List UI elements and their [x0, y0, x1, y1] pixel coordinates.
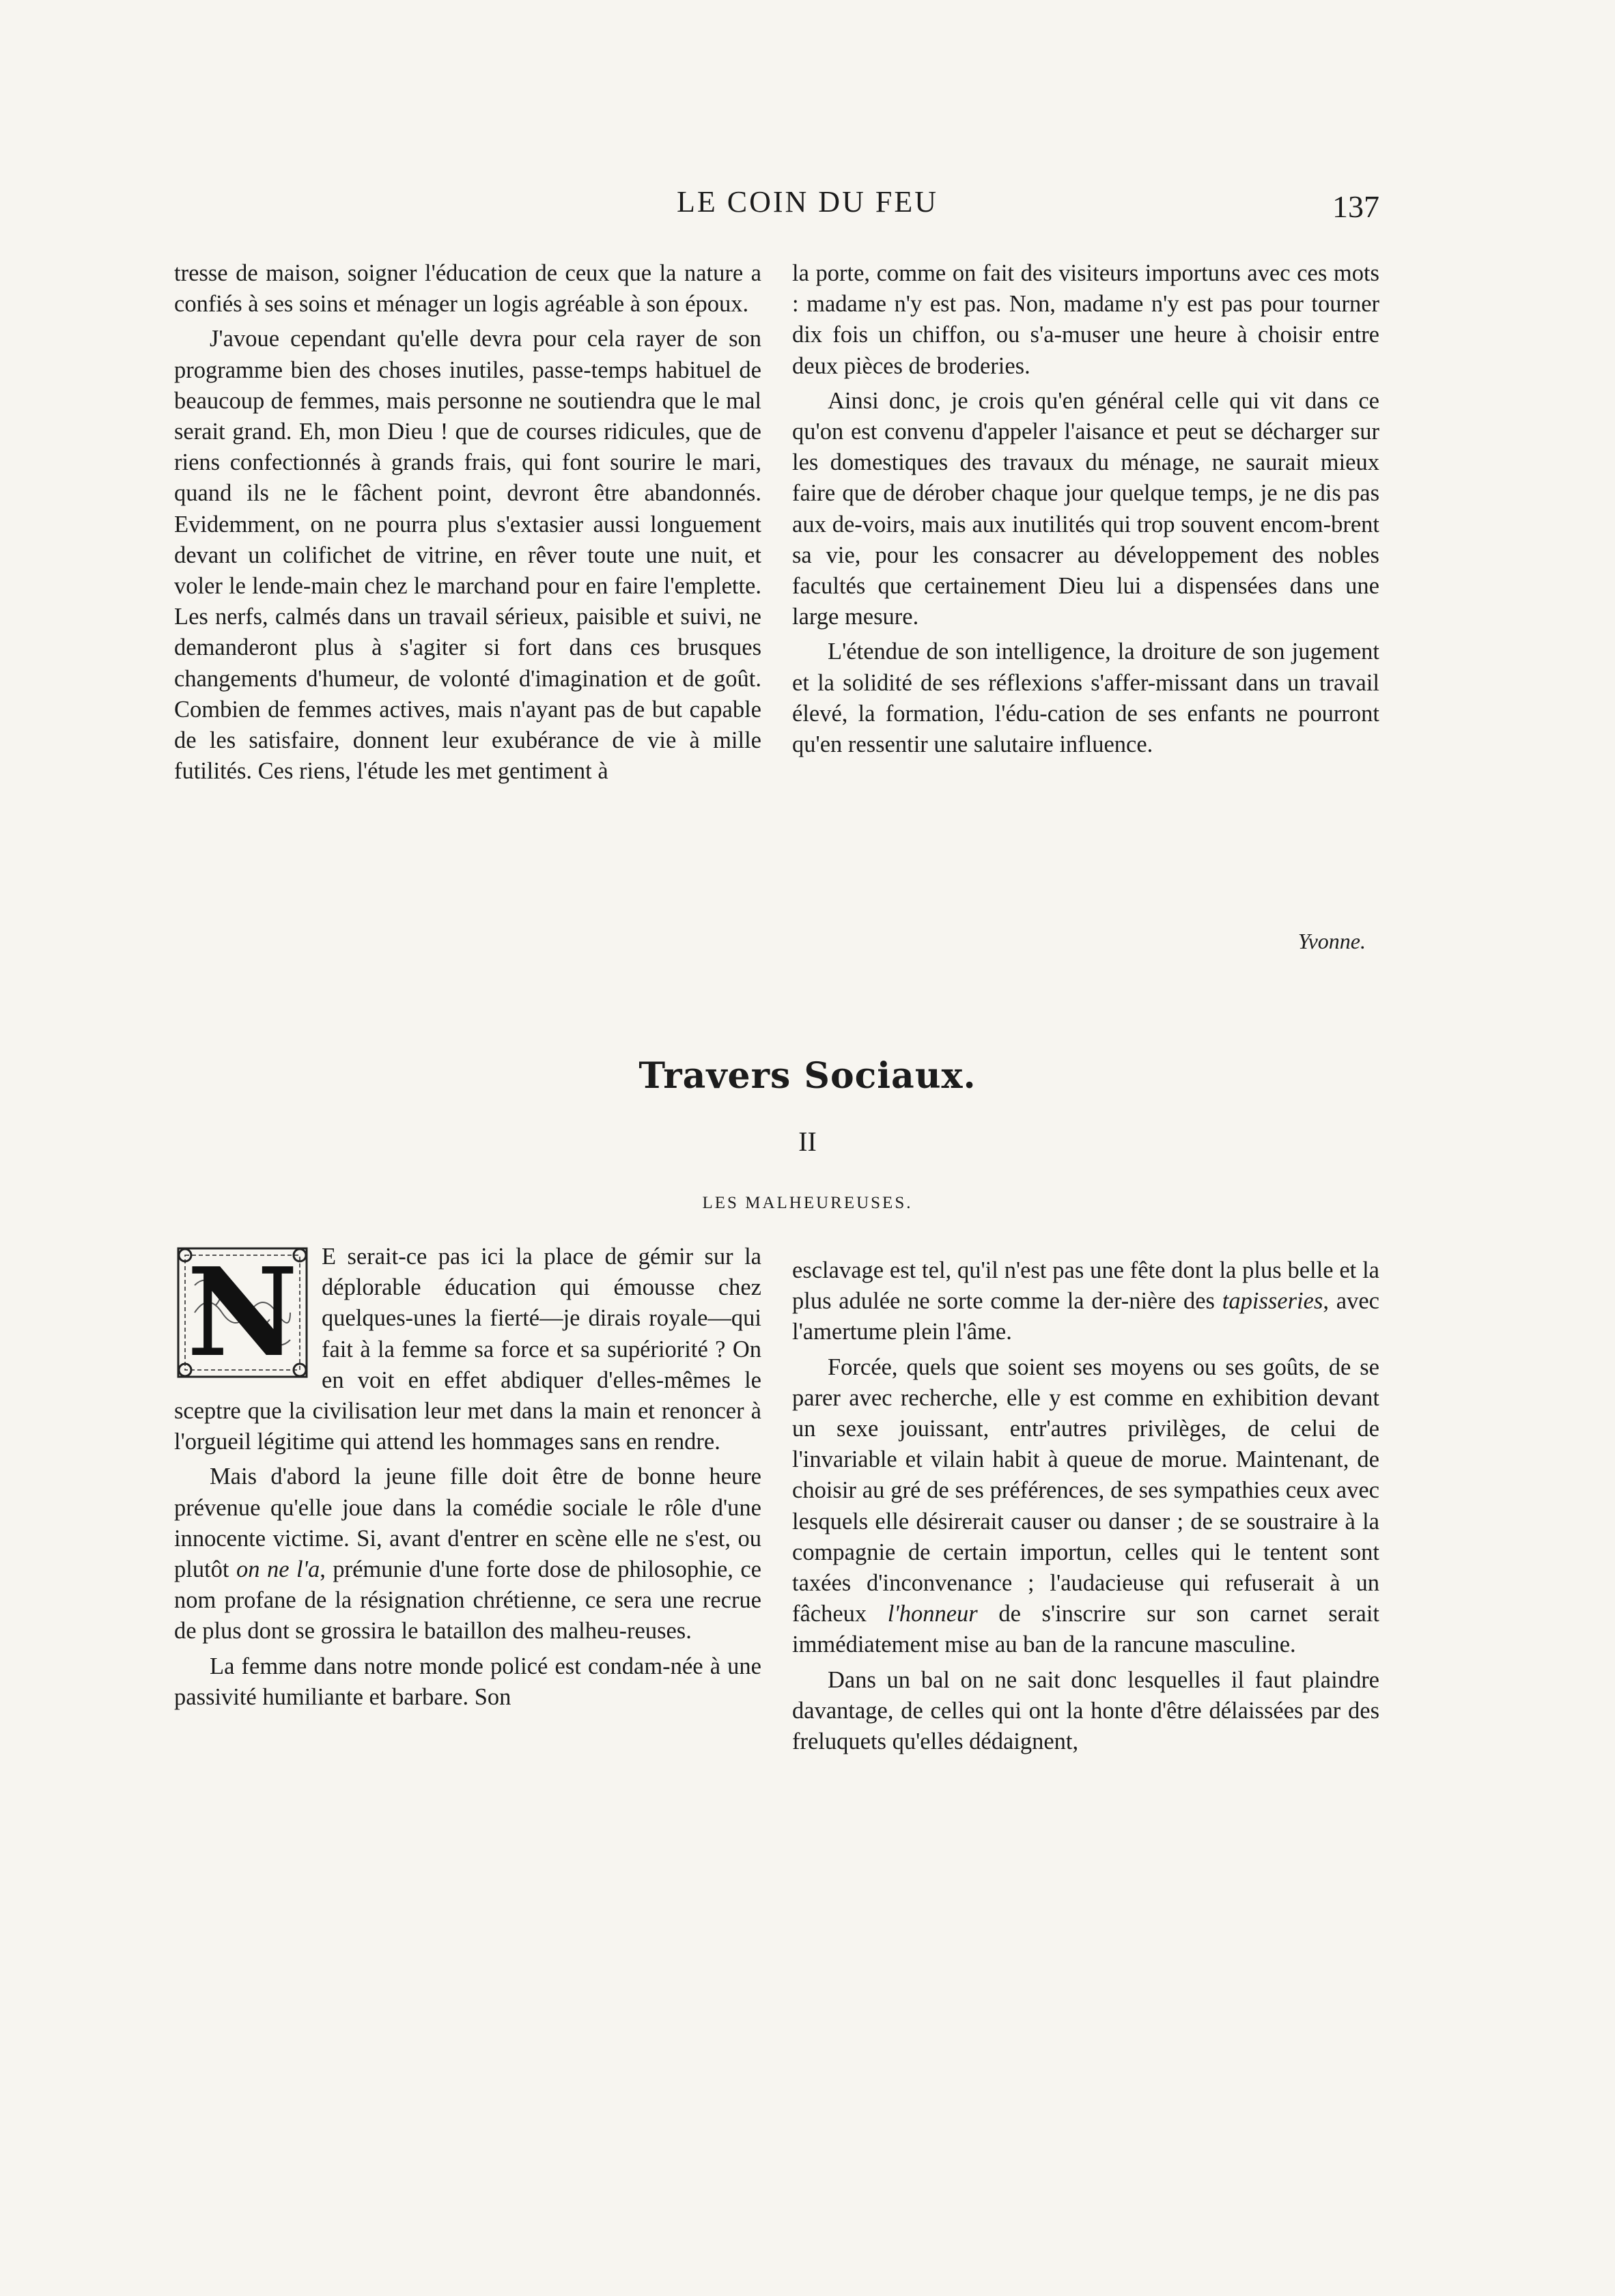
- emphasis-text: on ne l'a: [236, 1556, 320, 1583]
- paragraph-text: E serait-ce pas ici la place de gémir sur la déplorable éducation qui émousse chez quelques-unes la fierté—je dirais royale—qui fait à la femme sa force et sa supériorité ? On en voit en effet abdiquer d'elles-mêmes le sceptre que la civilisation leur met dans la main et renoncer à l'orgueil légitime qui attend les hommages sans en rendre.: [174, 1244, 761, 1455]
- paragraph-text: esclavage est tel, qu'il n'est pas une fête dont la plus belle et la plus adulée ne sorte comme la der-nière des: [792, 1257, 1379, 1315]
- paragraph-text: Forcée, quels que soient ses moyens ou ses goûts, de se parer avec recherche, elle y est comme en exhibition devant un sexe jouissant, entr'autres privilèges, de celui de l'invariable et vilain habit à queue de morue. Maintenant, de choisir au gré de ses préférences, de ses sympathies ceux avec lesquels elle désirerait causer ou danser ; de se soustraire à la compagnie de certain importun, celles qui le tentent sont taxées d'inconvenance ; l'audacieuse qui refuserait à un fâcheux: [792, 1354, 1379, 1627]
- paragraph: [792, 1352, 1379, 1661]
- signature: Yvonne.: [1297, 929, 1366, 953]
- paragraph: Dans un bal on ne sait donc lesquelles il faut plaindre davantage, de celles qui ont la honte d'être délaissées par des freluquets qu'elles dédaignent,: [792, 1666, 1379, 1755]
- paragraph: [174, 1242, 761, 1457]
- dropcap-letter: N: [186, 1241, 298, 1384]
- running-title: LE COIN DU FEU: [677, 185, 938, 219]
- paragraph-text: Mais d'abord la jeune fille doit être de bonne heure prévenue qu'elle joue dans la comédie sociale le rôle d'une innocente victime. Si, avant d'entrer en scène elle ne s'est, ou plutôt: [174, 1464, 761, 1583]
- paragraph: J'avoue cependant qu'elle devra pour cela rayer de son programme bien des choses inutiles, passe-temps habituel de beaucoup de femmes, mais personne ne soutiendra que le mal serait grand. Eh, mon Dieu ! que de courses ridicules, que de riens confectionnés à grands frais, qui font sourire le mari, quand ils ne le fâchent point, devront être abandonnés. Evidemment, on ne pourra plus s'extasier aussi longuement devant un colifichet de vitrine, en rêver toute une nuit, et voler le lende-main chez le marchand pour en faire l'emplette. Les nerfs, calmés dans un travail sérieux, paisible et suivi, ne demanderont plus à s'agiter si fort dans ces brusques changements d'humeur, de volonté d'imagination et de goût. Combien de femmes actives, mais n'ayant pas de but capable de les satisfaire, donnent leur exubérance de vie à mille futilités. Ces riens, l'étude les met gentiment à: [174, 326, 761, 785]
- section-title: Travers Sociaux.: [638, 1055, 977, 1097]
- paragraph: la porte, comme on fait des visiteurs importuns avec ces mots : madame n'y est pas. Non, madame n'y est pas pour tourner dix fois un chiffon, ou s'a-muser une heure à choisir entre deux pièces de broderies.: [792, 260, 1379, 379]
- paragraph: La femme dans notre monde policé est condam-née à une passivité humiliante et barbare. Son: [174, 1653, 761, 1710]
- paragraph-text: , avec l'amertume plein l'âme.: [792, 1288, 1379, 1345]
- paragraph: Ainsi donc, je crois qu'en général celle qui vit dans ce qu'on est convenu d'appeler l'aisance et peut se décharger sur les domestiques des travaux du ménage, ne saurait mieux faire que de dérober chaque jour quelque temps, je ne dis pas aux de-voirs, mais aux inutilités qui trop souvent encom-brent sa vie, pour les consacrer au développement des nobles facultés que certainement Dieu lui a dispensées dans une large mesure.: [792, 387, 1379, 630]
- running-head: [0, 184, 1615, 225]
- paragraph: tresse de maison, soigner l'éducation de ceux que la nature a confiés à ses soins et ménager un logis agréable à son époux.: [174, 260, 761, 318]
- emphasis-text: l'honneur: [887, 1601, 978, 1627]
- ornamental-dropcap: [174, 1241, 311, 1384]
- paragraph-text: , prémunie d'une forte dose de philosophie, ce nom profane de la résignation chrétienne, ce sera une recrue de plus dont se grossira le bataillon des malheu-reuses.: [174, 1556, 761, 1644]
- page-number: 137: [1332, 189, 1379, 224]
- article1-left-column: [174, 258, 761, 787]
- paragraph: L'étendue de son intelligence, la droiture de son jugement et la solidité de ses réflexions s'affer-missant dans un travail élevé, la formation, l'édu-cation de ses enfants ne pourront qu'en ressentir une salutaire influence.: [792, 639, 1379, 758]
- article2-right-column: [792, 1255, 1379, 1757]
- section-number: II: [798, 1126, 817, 1157]
- article2-left-column: [174, 1242, 761, 1713]
- paragraph: [174, 1461, 761, 1647]
- section-subtitle: LES MALHEUREUSES.: [702, 1194, 913, 1212]
- emphasis-text: tapisseries: [1222, 1288, 1323, 1315]
- article1-right-column: [792, 258, 1379, 760]
- paragraph: [792, 1255, 1379, 1348]
- paragraph-text: de s'inscrire sur son carnet serait immédiatement mise au ban de la rancune masculine.: [792, 1601, 1380, 1658]
